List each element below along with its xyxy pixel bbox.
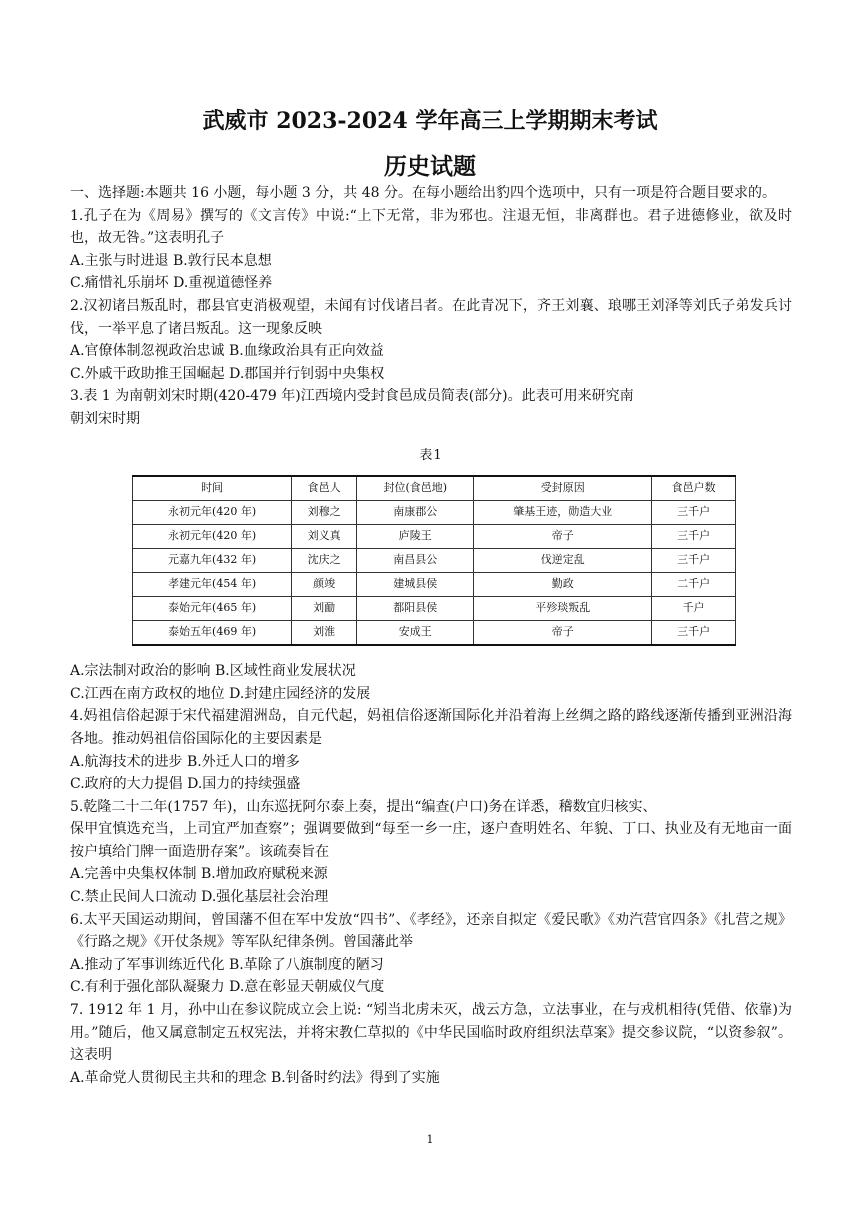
table-cell: 肇基王迹，勋造大业 (474, 501, 652, 525)
table-cell: 三千户 (652, 525, 736, 549)
text-line: A.革命党人贯彻民主共和的理念 B.钊备时约法》得到了实施 (70, 1069, 440, 1086)
column-header: 食邑人 (292, 476, 357, 501)
table-cell: 刘淮 (292, 621, 357, 646)
text-line: 5.乾隆二十二年(1757 年)，山东巡抚阿尔泰上奏，提出“编查(户口)务在详悉，稽数宜归核实、 (70, 798, 657, 815)
table-cell: 刘勔 (292, 597, 357, 621)
text-line: C.有利于强化部队凝聚力 D.意在彰显天朝威仪气度 (70, 979, 385, 996)
table-cell: 孝建元年(454 年) (133, 573, 292, 597)
text-line: A.宗法制对政治的影响 B.区域性商业发展状况 (70, 663, 356, 680)
exam-title: 武威市 2023-2024 学年高三上学期期末考试 (202, 108, 658, 134)
table-row (133, 597, 736, 621)
table-cell: 泰始元年(465 年) (133, 597, 292, 621)
table-cell: 刘穆之 (292, 501, 357, 525)
table-cell: 颜竣 (292, 573, 357, 597)
column-header: 受封原因 (474, 476, 652, 501)
column-header: 食邑户数 (652, 476, 736, 501)
table-cell: 三千户 (652, 621, 736, 646)
table-header (133, 476, 736, 501)
table-cell: 伐逆定乱 (474, 549, 652, 573)
text-line: C.痛惜礼乐崩坏 D.重视道德怪养 (70, 275, 273, 292)
table-cell: 沈庆之 (292, 549, 357, 573)
table-header-row (133, 476, 736, 501)
table-cell: 南昌县公 (357, 549, 474, 573)
text-line: A.主张与时进退 B.敦行民本息想 (70, 252, 272, 269)
table-cell: 都阳县侯 (357, 597, 474, 621)
text-line: 7. 1912 年 1 月，孙中山在参议院成立会上说: “矧当北虏未灭，战云方急，立法事业，在与戎机相待(凭借、依靠)为用。”随后，他又属意制定五权宪法，并将宋教仁草拟的《中华民国临时政府组织法草案》提交参议院，“以资参叙”。这表明 (70, 1002, 792, 1064)
table-cell: 帝子 (474, 621, 652, 646)
fief-table (132, 475, 736, 646)
table-row (133, 501, 736, 525)
table-cell: 庐陵王 (357, 525, 474, 549)
text-line: C.政府的大力提倡 D.国力的持续强盛 (70, 776, 301, 793)
text-line: 一、选择题:本题共 16 小题，每小题 3 分，共 48 分。在每小题给出豹四个选项中，只有一项是符合题目要求的。 (70, 185, 776, 201)
table-caption: 表1 (419, 447, 443, 463)
text-line: C.外戚干政助推王国崛起 D.郡国并行钊弱中央集权 (70, 365, 385, 382)
text-line: 4.妈祖信俗起源于宋代福建湄洲岛，自元代起，妈祖信俗逐渐国际化并沿着海上丝绸之路的路线逐渐传播到亚洲沿海各地。推动妈祖信俗国际化的主要因素是 (70, 708, 792, 747)
text-line: C.江西在南方政权的地位 D.封建庄园经济的发展 (70, 685, 371, 702)
column-header: 时间 (133, 476, 292, 501)
text-line: 3.表 1 为南朝刘宋时期(420-479 年)江西境内受封食邑成员简表(部分)。此表可用来研究南 (70, 388, 634, 405)
table-cell: 千户 (652, 597, 736, 621)
table-cell: 元嘉九年(432 年) (133, 549, 292, 573)
text-block-1 (70, 182, 792, 431)
text-line: C.禁止民间人口流动 D.强化基层社会治理 (70, 889, 329, 906)
text-line: A.官僚体制忽视政治忠诚 B.血缘政治具有正向效益 (70, 343, 384, 360)
text-line: 2.汉初诸吕叛乱时，郡县官吏消极观望，未闻有讨伐诸吕者。在此青况下，齐王刘襄、琅哪王刘泽等刘氏子弟发兵讨伐，一举平息了诸吕叛乱。这一现象反映 (70, 297, 792, 337)
table-cell: 勤政 (474, 573, 652, 597)
table-cell: 永初元年(420 年) (133, 501, 292, 525)
table-cell: 永初元年(420 年) (133, 525, 292, 549)
text-line: 保甲宜慎选充当，上司宜严加查察”；强调要做到“每至一乡一庄，逐户查明姓名、年貌、丁口、执业及有无地亩一面按户填给门牌一面造册存案”。该疏奏旨在 (70, 821, 792, 860)
table-body (133, 501, 736, 646)
text-line: A.推动了军事训练近代化 B.革除了八旗制度的陋习 (70, 956, 384, 973)
table-cell: 泰始五年(469 年) (133, 621, 292, 646)
exam-body (70, 182, 792, 1089)
table-cell: 建城县侯 (357, 573, 474, 597)
table-cell: 刘义真 (292, 525, 357, 549)
table-cell: 安成王 (357, 621, 474, 646)
table-cell: 帝子 (474, 525, 652, 549)
column-header: 封位(食邑地) (357, 476, 474, 501)
table-row (133, 573, 736, 597)
text-line: A.完善中央集权体制 B.增加政府赋税来源 (70, 866, 328, 883)
table-cell: 南康郡公 (357, 501, 474, 525)
table-cell: 三千户 (652, 501, 736, 525)
text-line: 朝刘宋时期 (70, 410, 140, 427)
table-cell: 二千户 (652, 573, 736, 597)
table-row (133, 621, 736, 646)
table-cell: 平殄琰叛乱 (474, 597, 652, 621)
text-line: A.航海技术的进步 B.外迁人口的增多 (70, 753, 300, 770)
page-number: 1 (426, 1133, 434, 1146)
table-row (133, 549, 736, 573)
exam-subtitle: 历史试题 (384, 153, 476, 180)
table-row (133, 525, 736, 549)
text-line: 1.孔子在为《周易》撰写的《文言传》中说:“上下无常，非为邪也。注退无恒，非离群也。君子进德修业，欲及时也，故无咎。”这表明孔子 (70, 207, 792, 247)
table-cell: 三千户 (652, 549, 736, 573)
text-line: 6.太平天国运动期间，曾国藩不但在军中发放“四书”、《孝经》，还亲自拟定《爱民歌》《劝汽营官四条》《扎营之规》《行路之规》《开仗条规》等军队纪律条例。曾国藩此举 (70, 911, 792, 951)
text-block-2 (70, 660, 792, 1089)
